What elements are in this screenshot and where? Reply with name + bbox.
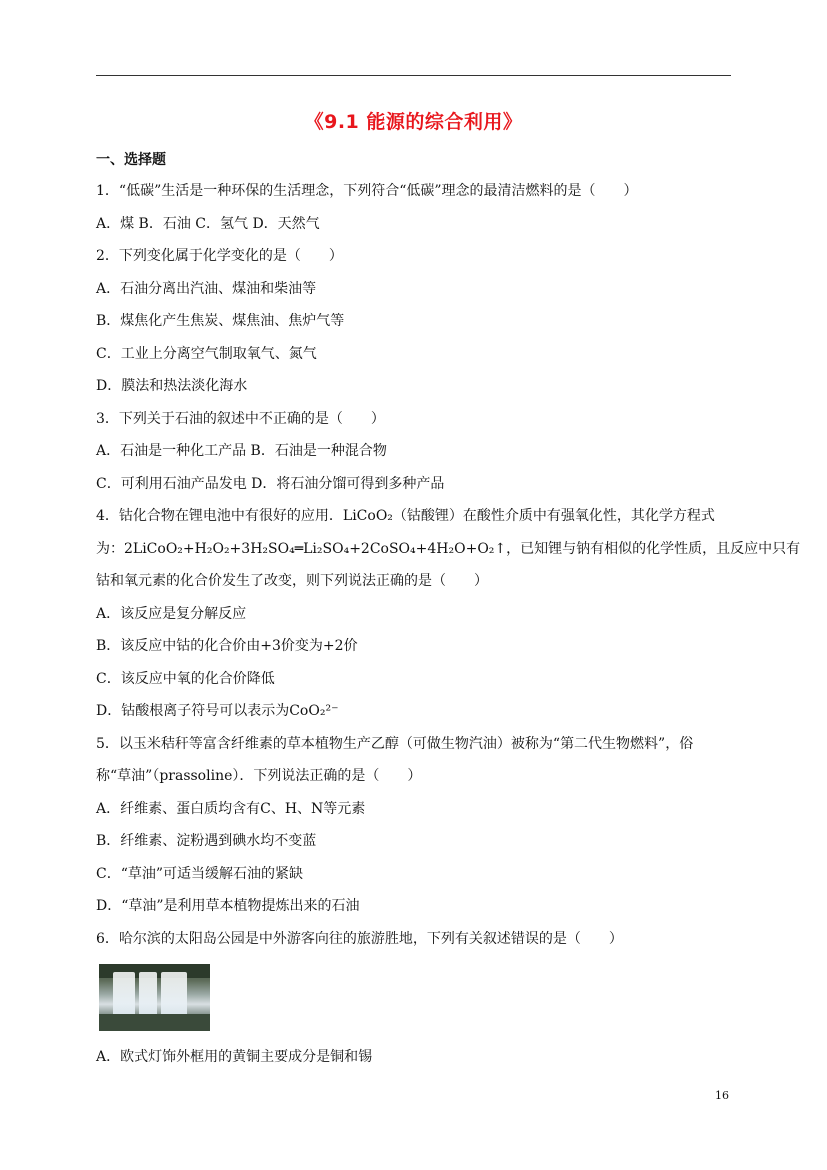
q2-option-a: A．石油分离出汽油、煤油和柴油等 bbox=[96, 281, 317, 297]
page-number: 16 bbox=[715, 1089, 729, 1102]
question-5-line-2: 称“草油”（prassoline）．下列说法正确的是（ ） bbox=[96, 768, 422, 784]
section-heading: 一、选择题 bbox=[96, 152, 166, 168]
question-4-line-1: 4．钴化合物在锂电池中有很好的应用．LiCoO₂（钴酸锂）在酸性介质中有强氧化性，其化学方程式 bbox=[96, 508, 715, 524]
q2-option-b: B．煤焦化产生焦炭、煤焦油、焦炉气等 bbox=[96, 313, 345, 329]
question-6: 6．哈尔滨的太阳岛公园是中外游客向往的旅游胜地，下列有关叙述错误的是（ ） bbox=[96, 931, 623, 947]
q5-option-a: A．纤维素、蛋白质均含有C、H、N等元素 bbox=[96, 801, 366, 817]
waterfall-photo bbox=[99, 964, 210, 1031]
q4-option-d: D．钴酸根离子符号可以表示为CoO₂²⁻ bbox=[96, 703, 339, 719]
q6-option-a: A．欧式灯饰外框用的黄铜主要成分是铜和锡 bbox=[96, 1049, 373, 1065]
q4-option-c: C．该反应中氧的化合价降低 bbox=[96, 671, 275, 687]
question-1: 1．“低碳”生活是一种环保的生活理念，下列符合“低碳”理念的最清洁燃料的是（ ） bbox=[96, 183, 638, 199]
q5-option-c: C．“草油”可适当缓解石油的紧缺 bbox=[96, 866, 304, 882]
q4-option-a: A．该反应是复分解反应 bbox=[96, 606, 247, 622]
q3-options-cd: C．可利用石油产品发电 D．将石油分馏可得到多种产品 bbox=[96, 476, 445, 492]
question-2: 2．下列变化属于化学变化的是（ ） bbox=[96, 248, 343, 264]
q5-option-d: D．“草油”是利用草本植物提炼出来的石油 bbox=[96, 898, 360, 914]
q5-option-b: B．纤维素、淀粉遇到碘水均不变蓝 bbox=[96, 833, 317, 849]
question-4-line-2: 为：2LiCoO₂+H₂O₂+3H₂SO₄═Li₂SO₄+2CoSO₄+4H₂O+O₂↑，已知锂与钠有相似的化学性质，且反应中只有 bbox=[96, 541, 801, 557]
q2-option-c: C．工业上分离空气制取氧气、氮气 bbox=[96, 346, 317, 362]
q3-options-ab: A．石油是一种化工产品 B．石油是一种混合物 bbox=[96, 443, 387, 459]
page-title: 《9.1 能源的综合利用》 bbox=[304, 111, 523, 133]
header-rule bbox=[96, 75, 731, 76]
question-3: 3．下列关于石油的叙述中不正确的是（ ） bbox=[96, 411, 385, 427]
question-4-line-3: 钴和氧元素的化合价发生了改变，则下列说法正确的是（ ） bbox=[96, 573, 488, 589]
q4-option-b: B．该反应中钴的化合价由+3价变为+2价 bbox=[96, 638, 358, 654]
q1-options: A．煤 B．石油 C．氢气 D．天然气 bbox=[96, 216, 320, 232]
question-5-line-1: 5．以玉米秸秆等富含纤维素的草本植物生产乙醇（可做生物汽油）被称为“第二代生物燃料”，俗 bbox=[96, 736, 694, 752]
q2-option-d: D．膜法和热法淡化海水 bbox=[96, 378, 248, 394]
